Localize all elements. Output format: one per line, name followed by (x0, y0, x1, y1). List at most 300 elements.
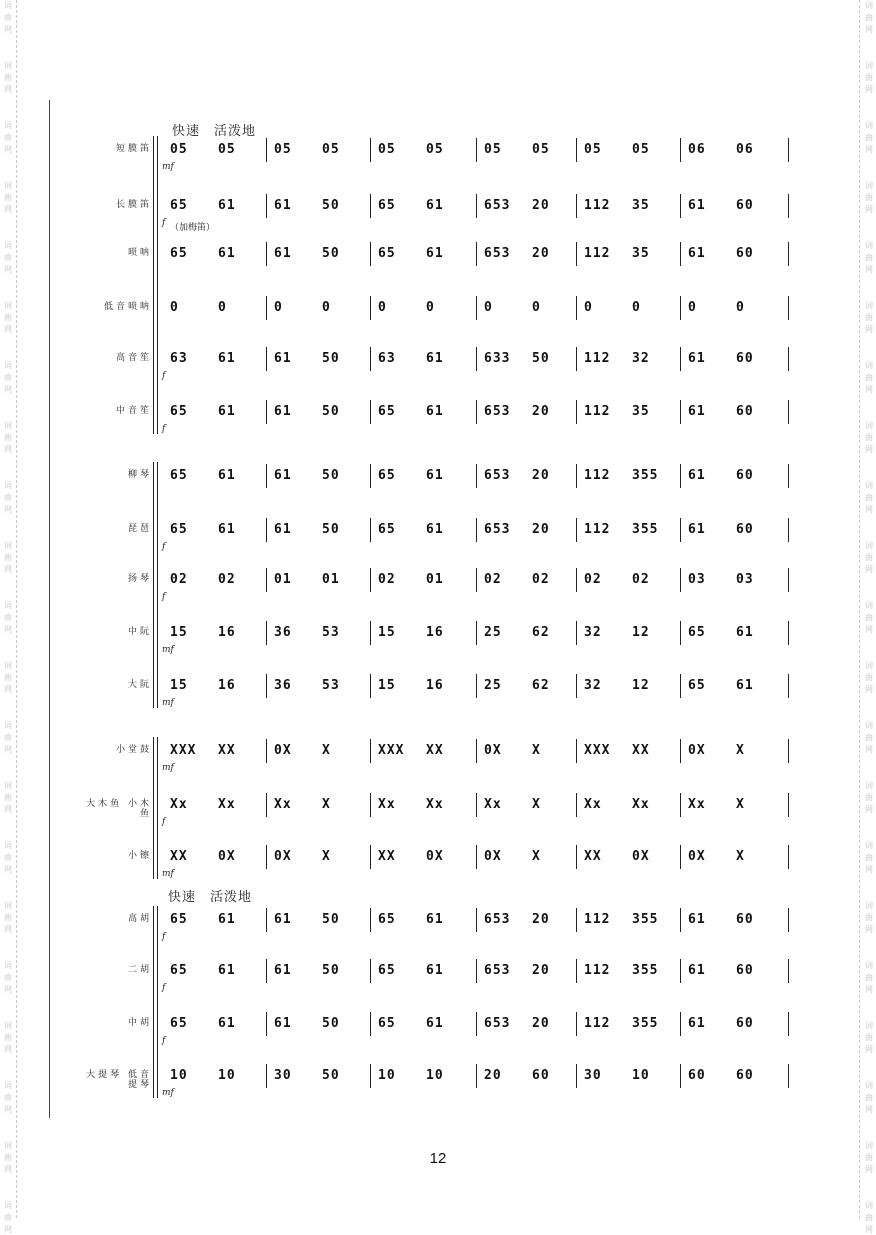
measure (266, 619, 368, 649)
beat-note: 61 (274, 468, 292, 483)
bar-line (370, 959, 371, 983)
beat-note: 16 (218, 678, 236, 693)
watermark-char: 网 (4, 445, 12, 454)
beat-note: 61 (426, 468, 444, 483)
watermark-char: 网 (865, 1105, 873, 1114)
watermark-char: 曲 (865, 133, 873, 142)
group-bracket (153, 136, 158, 434)
beat-note: 35 (632, 404, 650, 419)
beat-note: 50 (322, 1016, 340, 1031)
beat-note: 0 (736, 300, 745, 315)
bar-line (476, 194, 477, 218)
beat-note: 112 (584, 1016, 611, 1031)
beat-note: 355 (632, 522, 659, 537)
dynamic-mark: mf (162, 869, 174, 879)
measure (370, 619, 472, 649)
measure (476, 619, 578, 649)
measure (162, 1062, 264, 1092)
beat-note: 16 (218, 625, 236, 640)
watermark-char: 网 (865, 625, 873, 634)
bar-line (266, 464, 267, 488)
watermark-char: 词 (4, 601, 12, 610)
measure (266, 791, 368, 821)
measure (680, 1062, 782, 1092)
bar-line (576, 138, 577, 162)
bar-line (576, 194, 577, 218)
watermark-char: 词 (865, 361, 873, 370)
measure (370, 294, 472, 324)
instrument-label: 高音笙 (115, 353, 152, 363)
beat-note: 01 (322, 572, 340, 587)
beat-note: 20 (484, 1068, 502, 1083)
watermark-char: 网 (4, 865, 12, 874)
beat-note: 61 (688, 468, 706, 483)
bar-line (370, 908, 371, 932)
measure (162, 294, 264, 324)
watermark-char: 词 (865, 601, 873, 610)
measure (266, 957, 368, 987)
watermark-char: 曲 (4, 1033, 12, 1042)
watermark-char: 网 (865, 865, 873, 874)
watermark-char: 曲 (4, 1093, 12, 1102)
watermark-char: 曲 (4, 313, 12, 322)
beat-note: 53 (322, 625, 340, 640)
measure (266, 136, 368, 166)
watermark-char: 网 (4, 25, 12, 34)
bar-line (576, 1064, 577, 1088)
end-bar-line (788, 908, 789, 932)
beat-note: Xx (484, 797, 502, 812)
beat-note: 20 (532, 963, 550, 978)
beat-note: 653 (484, 404, 511, 419)
beat-note: 0X (274, 849, 292, 864)
watermark-char: 词 (4, 61, 12, 70)
watermark-char: 网 (865, 1225, 873, 1234)
staff-row (162, 791, 802, 821)
beat-note: 63 (378, 351, 396, 366)
beat-note: 65 (378, 1016, 396, 1031)
watermark-char: 网 (4, 745, 12, 754)
beat-note: 02 (632, 572, 650, 587)
measure (680, 791, 782, 821)
end-bar-line (788, 568, 789, 592)
beat-note: 65 (378, 963, 396, 978)
beat-note: 61 (218, 404, 236, 419)
watermark-char: 曲 (865, 193, 873, 202)
beat-note: 112 (584, 351, 611, 366)
beat-note: 61 (688, 404, 706, 419)
beat-note: 61 (736, 678, 754, 693)
bar-line (576, 674, 577, 698)
watermark-char: 曲 (865, 493, 873, 502)
beat-note: 05 (484, 142, 502, 157)
watermark-char: 词 (4, 481, 12, 490)
watermark-char: 词 (4, 1201, 12, 1210)
watermark-char: 曲 (4, 193, 12, 202)
beat-note: 32 (584, 625, 602, 640)
beat-note: 0 (688, 300, 697, 315)
beat-note: 61 (688, 198, 706, 213)
end-bar-line (788, 400, 789, 424)
beat-note: Xx (584, 797, 602, 812)
measure (370, 136, 472, 166)
measure (162, 843, 264, 873)
bar-line (370, 347, 371, 371)
watermark-char: 曲 (4, 973, 12, 982)
beat-note: Xx (274, 797, 292, 812)
bar-line (476, 518, 477, 542)
beat-note: XX (584, 849, 602, 864)
measure (266, 240, 368, 270)
measure (162, 906, 264, 936)
watermark-char: 网 (865, 205, 873, 214)
beat-note: 60 (736, 963, 754, 978)
beat-note: 653 (484, 468, 511, 483)
beat-note: 12 (632, 625, 650, 640)
beat-note: 0X (426, 849, 444, 864)
beat-note: Xx (426, 797, 444, 812)
beat-note: XX (218, 743, 236, 758)
beat-note: 65 (378, 246, 396, 261)
watermark-char: 网 (4, 385, 12, 394)
bar-line (476, 908, 477, 932)
beat-note: 60 (736, 246, 754, 261)
instrument-label: 小镲 (127, 851, 152, 861)
beat-note: 35 (632, 198, 650, 213)
beat-note: 65 (170, 198, 188, 213)
bar-line (680, 518, 681, 542)
dynamic-mark: f (162, 424, 166, 434)
bar-line (370, 1064, 371, 1088)
measure (162, 1010, 264, 1040)
watermark-char: 曲 (4, 133, 12, 142)
watermark-char: 词 (865, 721, 873, 730)
bar-line (476, 845, 477, 869)
watermark-char: 曲 (865, 973, 873, 982)
beat-note: 05 (532, 142, 550, 157)
beat-note: 61 (688, 522, 706, 537)
beat-note: 112 (584, 912, 611, 927)
bar-line (576, 400, 577, 424)
bar-line (266, 400, 267, 424)
staff-row (162, 1062, 802, 1092)
watermark-char: 曲 (4, 673, 12, 682)
watermark-char: 网 (4, 565, 12, 574)
beat-note: 61 (274, 1016, 292, 1031)
beat-note: Xx (632, 797, 650, 812)
measure (576, 240, 678, 270)
beat-note: 65 (688, 625, 706, 640)
watermark-char: 词 (4, 241, 12, 250)
bar-line (370, 138, 371, 162)
measure (476, 566, 578, 596)
bar-line (476, 959, 477, 983)
beat-note: 60 (688, 1068, 706, 1083)
beat-note: 0X (274, 743, 292, 758)
beat-note: 0X (484, 743, 502, 758)
beat-note: 0 (322, 300, 331, 315)
dynamic-mark: f (162, 1036, 166, 1046)
measure (476, 906, 578, 936)
staff-row (162, 672, 802, 702)
measure (266, 345, 368, 375)
bar-line (370, 296, 371, 320)
watermark-char: 曲 (865, 73, 873, 82)
beat-note: 61 (426, 198, 444, 213)
watermark-char: 曲 (865, 613, 873, 622)
measure (680, 345, 782, 375)
beat-note: X (532, 797, 541, 812)
beat-note: 50 (322, 912, 340, 927)
watermark-char: 网 (865, 505, 873, 514)
beat-note: 65 (170, 522, 188, 537)
watermark-char: 网 (4, 1165, 12, 1174)
beat-note: 61 (218, 522, 236, 537)
bar-line (370, 621, 371, 645)
beat-note: 61 (274, 404, 292, 419)
measure (680, 1010, 782, 1040)
measure (680, 294, 782, 324)
watermark-char: 网 (865, 445, 873, 454)
watermark-char: 曲 (4, 853, 12, 862)
measure (680, 566, 782, 596)
bar-line (266, 347, 267, 371)
beat-note: 32 (584, 678, 602, 693)
bar-line (370, 242, 371, 266)
beat-note: 61 (426, 522, 444, 537)
measure (266, 737, 368, 767)
beat-note: 02 (378, 572, 396, 587)
measure (370, 398, 472, 428)
watermark-char: 词 (4, 541, 12, 550)
measure (266, 672, 368, 702)
bar-line (266, 739, 267, 763)
watermark-char: 网 (865, 1045, 873, 1054)
beat-note: 50 (322, 522, 340, 537)
beat-note: Xx (170, 797, 188, 812)
watermark-char: 网 (4, 985, 12, 994)
watermark-char: 网 (4, 265, 12, 274)
page-number: 12 (429, 1150, 447, 1167)
group-bracket (153, 462, 158, 708)
dynamic-mark: f (162, 371, 166, 381)
beat-note: 60 (736, 1016, 754, 1031)
measure (680, 843, 782, 873)
measure (476, 398, 578, 428)
watermark-char: 曲 (865, 553, 873, 562)
beat-note: 61 (688, 246, 706, 261)
beat-note: 20 (532, 912, 550, 927)
measure (162, 566, 264, 596)
beat-note: 20 (532, 522, 550, 537)
beat-note: 03 (688, 572, 706, 587)
dynamic-mark: f (162, 983, 166, 993)
watermark-char: 网 (865, 925, 873, 934)
beat-note: 25 (484, 625, 502, 640)
bar-line (576, 242, 577, 266)
watermark-char: 词 (865, 421, 873, 430)
measure (370, 1062, 472, 1092)
end-bar-line (788, 621, 789, 645)
measure (370, 672, 472, 702)
beat-note: 65 (378, 198, 396, 213)
instrument-label: 唢呐 (127, 248, 152, 258)
watermark-char: 网 (865, 325, 873, 334)
bar-line (576, 568, 577, 592)
beat-note: 06 (688, 142, 706, 157)
watermark-char: 词 (865, 121, 873, 130)
measure (476, 1062, 578, 1092)
beat-note: 35 (632, 246, 650, 261)
beat-note: 65 (378, 522, 396, 537)
watermark-char: 曲 (4, 253, 12, 262)
end-bar-line (788, 347, 789, 371)
beat-note: 653 (484, 198, 511, 213)
watermark-char: 曲 (865, 673, 873, 682)
measure (680, 240, 782, 270)
beat-note: XX (426, 743, 444, 758)
beat-note: 10 (170, 1068, 188, 1083)
beat-note: 112 (584, 522, 611, 537)
bar-line (370, 518, 371, 542)
beat-note: 20 (532, 468, 550, 483)
measure (476, 516, 578, 546)
beat-note: 20 (532, 404, 550, 419)
beat-note: 05 (170, 142, 188, 157)
beat-note: 50 (532, 351, 550, 366)
beat-note: 60 (736, 1068, 754, 1083)
watermark-char: 网 (4, 925, 12, 934)
beat-note: Xx (218, 797, 236, 812)
beat-note: 0X (688, 849, 706, 864)
bar-line (576, 347, 577, 371)
dynamic-mark: mf (162, 645, 174, 655)
bar-line (266, 296, 267, 320)
measure (370, 345, 472, 375)
end-bar-line (788, 518, 789, 542)
beat-note: 10 (426, 1068, 444, 1083)
measure (476, 672, 578, 702)
beat-note: 653 (484, 522, 511, 537)
watermark-char: 词 (4, 721, 12, 730)
beat-note: X (322, 849, 331, 864)
watermark-char: 曲 (865, 1213, 873, 1222)
beat-note: 03 (736, 572, 754, 587)
bar-line (680, 242, 681, 266)
measure (476, 1010, 578, 1040)
measure (680, 906, 782, 936)
measure (576, 398, 678, 428)
group-bracket (153, 737, 158, 879)
measure (680, 398, 782, 428)
watermark-char: 网 (865, 685, 873, 694)
beat-note: 50 (322, 198, 340, 213)
watermark-char: 词 (4, 181, 12, 190)
beat-note: 61 (426, 246, 444, 261)
staff-row (162, 136, 802, 166)
bar-line (370, 568, 371, 592)
beat-note: 0 (378, 300, 387, 315)
watermark-char: 曲 (4, 13, 12, 22)
beat-note: 61 (218, 912, 236, 927)
instrument-label: 大阮 (127, 680, 152, 690)
bar-line (266, 518, 267, 542)
measure (576, 462, 678, 492)
measure (576, 345, 678, 375)
beat-note: 50 (322, 351, 340, 366)
watermark-char: 词 (4, 1, 12, 10)
beat-note: 355 (632, 1016, 659, 1031)
watermark-char: 网 (4, 325, 12, 334)
beat-note: 112 (584, 468, 611, 483)
measure (576, 672, 678, 702)
watermark-char: 网 (4, 205, 12, 214)
measure (576, 957, 678, 987)
bar-line (266, 138, 267, 162)
beat-note: Xx (378, 797, 396, 812)
bar-line (476, 400, 477, 424)
beat-note: 60 (736, 468, 754, 483)
measure (266, 398, 368, 428)
watermark-char: 曲 (865, 253, 873, 262)
measure (680, 462, 782, 492)
bar-line (680, 793, 681, 817)
watermark-char: 网 (865, 805, 873, 814)
beat-note: 112 (584, 963, 611, 978)
measure (162, 791, 264, 821)
watermark-char: 词 (4, 1081, 12, 1090)
beat-note: XXX (170, 743, 197, 758)
beat-note: 0X (218, 849, 236, 864)
bar-line (266, 194, 267, 218)
beat-note: 20 (532, 1016, 550, 1031)
bar-line (680, 674, 681, 698)
measure (370, 566, 472, 596)
watermark-char: 词 (865, 181, 873, 190)
instrument-label: 小堂鼓 (115, 745, 152, 755)
beat-note: 61 (218, 963, 236, 978)
bar-line (370, 400, 371, 424)
instrument-label: 中阮 (127, 627, 152, 637)
beat-note: X (322, 797, 331, 812)
staff-row (162, 906, 802, 936)
bar-line (476, 739, 477, 763)
measure (162, 136, 264, 166)
staff-row (162, 345, 802, 375)
watermark-char: 曲 (4, 433, 12, 442)
measure (370, 737, 472, 767)
group-bracket (153, 906, 158, 1098)
beat-note: 50 (322, 468, 340, 483)
watermark-char: 曲 (865, 913, 873, 922)
bar-line (576, 518, 577, 542)
bar-line (266, 908, 267, 932)
measure (266, 192, 368, 222)
bar-line (680, 194, 681, 218)
watermark-char: 网 (4, 505, 12, 514)
watermark-char: 词 (865, 481, 873, 490)
bar-line (680, 568, 681, 592)
watermark-char: 词 (4, 121, 12, 130)
beat-note: 05 (584, 142, 602, 157)
bar-line (576, 793, 577, 817)
instrument-label: 大提琴 低音提琴 (86, 1070, 152, 1090)
watermark-char: 网 (4, 805, 12, 814)
beat-note: 653 (484, 1016, 511, 1031)
bar-line (476, 674, 477, 698)
beat-note: 60 (736, 912, 754, 927)
beat-note: 05 (218, 142, 236, 157)
